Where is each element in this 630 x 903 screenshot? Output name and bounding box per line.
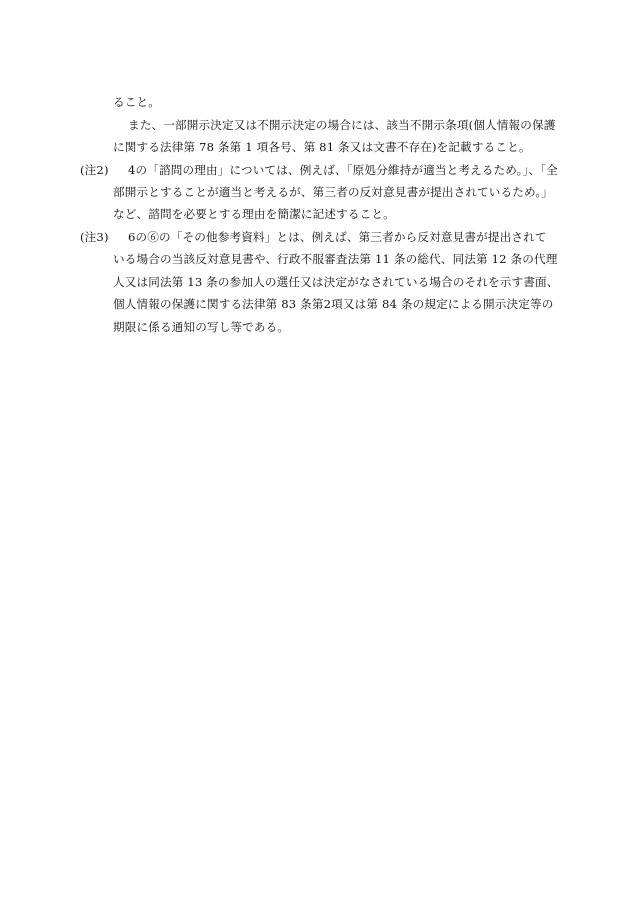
note3-label: (注3) [80,230,109,244]
note2-label: (注2) [80,163,109,177]
note3-line2: いる場合の当該反対意見書や、行政不服審査法第 11 条の総代、同法第 12 条の代理 [113,252,558,266]
note3-line1: 6の⑥の「その他参考資料」とは、例えば、第三者から反対意見書が提出されて [128,230,547,244]
note2-line2: 部開示とすることが適当と考えるが、第三者の反対意見書が提出されているため。」 [113,185,554,199]
para1-line3: に関する法律第 78 条第 1 項各号、第 81 条又は文書不存在)を記載すること。 [113,140,531,154]
note3-line4: 個人情報の保護に関する法律第 83 条第2項又は第 84 条の規定による開示決定等の [113,297,554,311]
para1-line1: ること。 [113,95,160,109]
note3-line3: 人又は同法第 13 条の参加人の選任又は決定がなされている場合のそれを示す書面、 [113,275,559,289]
note2-line3: など、諮問を必要とする理由を簡潔に記述すること。 [113,207,395,221]
note3-line5: 期限に係る通知の写し等である。 [113,320,290,334]
note2-line1: 4の「諮問の理由」については、例えば、「原処分維持が適当と考えるため。」、「全 [128,163,558,177]
para1-line2: また、一部開示決定又は不開示決定の場合には、該当不開示条項(個人情報の保護 [128,118,556,132]
